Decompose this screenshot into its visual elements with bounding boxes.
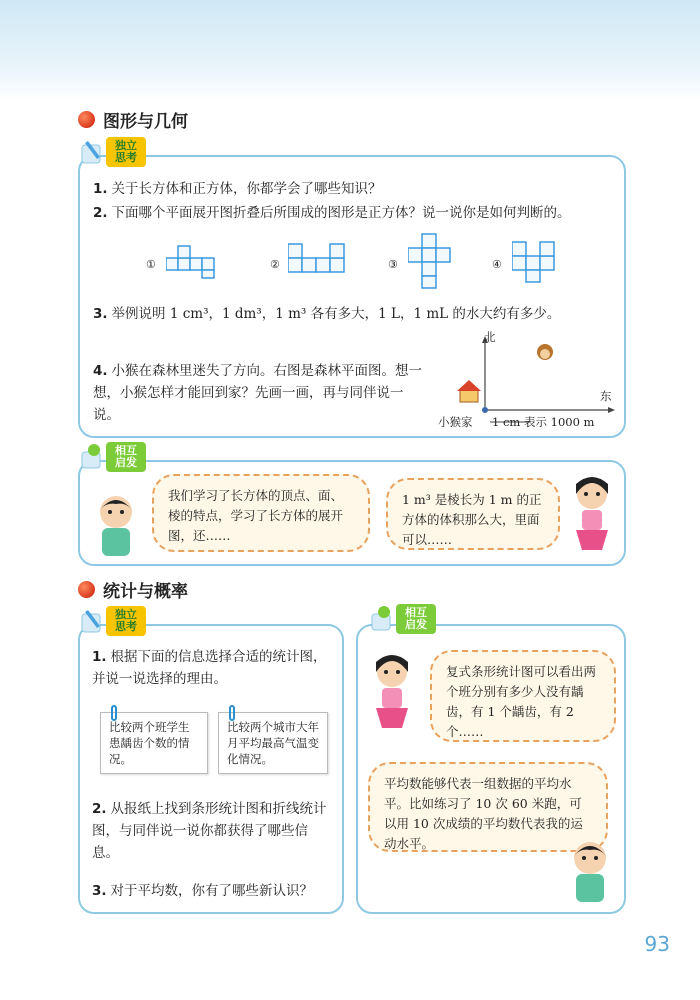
- info-card-2: [218, 712, 328, 774]
- pencil-icon: [80, 606, 106, 636]
- section-title-text: 图形与几何: [103, 112, 188, 132]
- net-label-1: ①: [146, 258, 156, 271]
- monkey-icon: [537, 344, 553, 360]
- question-1-text: 关于长方体和正方体，你都学会了哪些知识？: [111, 181, 382, 197]
- question-s2-1-text: 根据下面的信息选择合适的统计图，并说一说选择的理由。: [92, 649, 327, 687]
- map-home-label: 小猴家: [438, 415, 473, 429]
- page-number: 93: [644, 932, 670, 956]
- home-icon: [457, 380, 481, 402]
- net-label-4: ④: [492, 258, 502, 271]
- tag-independent-thinking-1: [80, 137, 146, 167]
- pencil-icon: [80, 137, 106, 167]
- section-title-text: 统计与概率: [103, 582, 188, 602]
- question-4: 4. 小猴在森林里迷失了方向。右图是森林平面图。想一想，小猴怎样才能回到家？先画一画，再与同伴说一说。: [93, 363, 423, 423]
- header-band: [0, 0, 700, 100]
- net-label-3: ③: [388, 258, 398, 271]
- question-3: 3. 举例说明 1 cm³，1 dm³，1 m³ 各有多大，1 L，1 mL 的水大约有多少。: [93, 306, 561, 322]
- tag-mutual-inspiration-1: [80, 442, 146, 472]
- speech-bubble-girl-text: 1 m³ 是棱长为 1 m 的正方体的体积那么大，里面可以……: [402, 492, 542, 547]
- tag-label: 相互启发: [396, 604, 436, 634]
- section-title-geometry: [78, 107, 188, 132]
- speech-bubble-girl-2: [430, 650, 616, 742]
- speech-bubble-boy: [152, 474, 370, 552]
- tag-mutual-inspiration-2: [370, 604, 436, 634]
- net-4-icon: [512, 238, 562, 288]
- tag-label: 独立思考: [106, 606, 146, 636]
- boy-avatar-2: [560, 836, 620, 910]
- bullet-dot-icon: [78, 581, 95, 598]
- question-4-text: 小猴在森林里迷失了方向。右图是森林平面图。想一想，小猴怎样才能回到家？先画一画，再与同伴说一说。: [93, 363, 423, 423]
- speech-bubble-girl-2-text: 复式条形统计图可以看出两个班分别有多少人没有龋齿，有 1 个龋齿，有 2 个……: [446, 664, 597, 739]
- section-title-statistics: [78, 577, 188, 602]
- tag-label: 相互启发: [106, 442, 146, 472]
- net-label-2: ②: [270, 258, 280, 271]
- info-card-1: [100, 712, 208, 774]
- tag-independent-thinking-2: [80, 606, 146, 636]
- question-1: 1. 关于长方体和正方体，你都学会了哪些知识？: [93, 181, 382, 197]
- question-s2-1: 1. 根据下面的信息选择合适的统计图，并说一说选择的理由。: [92, 649, 327, 687]
- boy-avatar: [86, 490, 156, 562]
- info-card-2-text: 比较两个城市大年月平均最高气温变化情况。: [227, 720, 319, 766]
- bullet-dot-icon: [78, 111, 95, 128]
- lightbulb-icon: [80, 442, 106, 472]
- question-s2-3: 3. 对于平均数，你有了哪些新认识？: [92, 883, 314, 899]
- cube-nets-figure: [140, 232, 560, 292]
- girl-avatar-2: [362, 648, 426, 740]
- net-2-icon: [288, 240, 354, 280]
- net-3-icon: [408, 232, 458, 290]
- question-3-text: 举例说明 1 cm³，1 dm³，1 m³ 各有多大，1 L，1 mL 的水大约有多少。: [111, 306, 561, 322]
- speech-bubble-boy-text: 我们学习了长方体的顶点、面、棱的特点，学习了长方体的展开图，还……: [168, 488, 344, 543]
- question-2: 2. 下面哪个平面展开图折叠后所围成的图形是正方体？说一说你是如何判断的。: [93, 205, 571, 221]
- question-s2-3-text: 对于平均数，你有了哪些新认识？: [110, 883, 314, 899]
- map-north-label: 北: [484, 330, 496, 344]
- question-s2-2-text: 从报纸上找到条形统计图和折线统计图，与同伴说一说你都获得了哪些信息。: [92, 801, 327, 861]
- tag-label: 独立思考: [106, 137, 146, 167]
- map-scale-label: 1 cm 表示 1000 m: [492, 415, 595, 429]
- question-2-text: 下面哪个平面展开图折叠后所围成的图形是正方体？说一说你是如何判断的。: [111, 205, 571, 221]
- question-s2-2: 2. 从报纸上找到条形统计图和折线统计图，与同伴说一说你都获得了哪些信息。: [92, 801, 327, 861]
- paperclip-icon: [111, 705, 117, 721]
- paperclip-icon: [229, 705, 235, 721]
- speech-bubble-boy-2-text: 平均数能够代表一组数据的平均水平。比如练习了 10 次 60 米跑，可以用 10 次成绩的平均数代表我的运动水平。: [384, 776, 583, 851]
- lightbulb-icon: [370, 604, 396, 634]
- net-1-icon: [166, 244, 230, 280]
- info-card-1-text: 比较两个班学生患龋齿个数的情况。: [109, 720, 190, 766]
- speech-bubble-girl: [386, 478, 560, 550]
- map-east-label: 东: [600, 389, 612, 403]
- girl-avatar: [562, 470, 622, 562]
